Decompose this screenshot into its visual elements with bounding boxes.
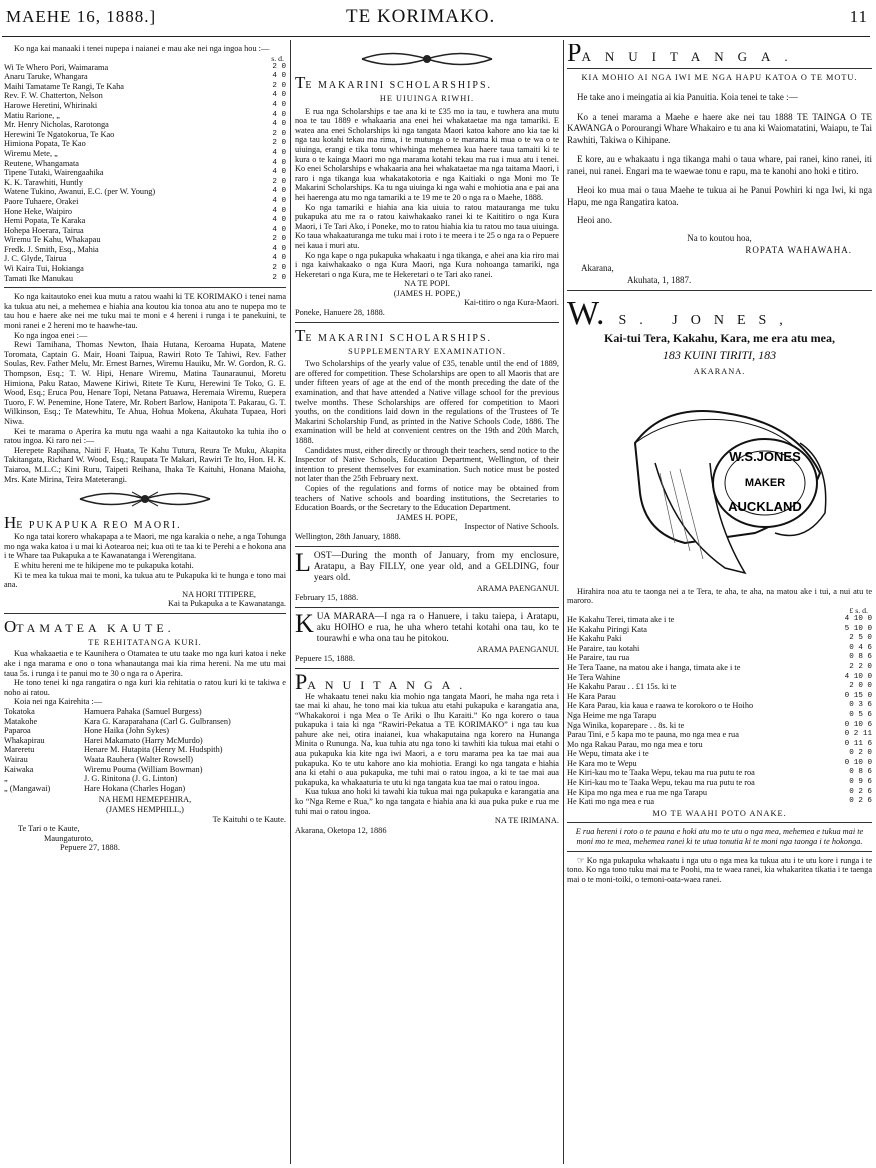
list-item	[567, 663, 872, 673]
divider	[295, 607, 559, 608]
registrar-table	[4, 707, 286, 793]
item-name: Wi Kaira Tui, Hokianga	[4, 264, 84, 274]
registrar: Henare M. Hutapita (Henry M. Hudspith)	[84, 745, 223, 755]
item-name: Paore Tuhaere, Orakei	[4, 196, 79, 206]
item-name: Matiu Rarione, „	[4, 110, 60, 120]
date: Pepuere 27, 1888.	[60, 843, 120, 853]
item-amount: 2 0	[272, 177, 286, 186]
paragraph: Kua tukua ano hoki ki tawahi kia tukua mai nga pukapuka e karangatia ana ko “Nga Reme e Rua,” ko nga tangata e hiahia ana ki aua puka puke e rua me tuhi mai o ratou ingoa.	[295, 787, 559, 816]
item-name: Mr. Henry Nicholas, Rarotonga	[4, 120, 109, 130]
date: Akarana, Oketopa 12, 1886	[295, 825, 387, 835]
list-item	[4, 216, 286, 226]
district: „	[4, 774, 8, 784]
price-note: MO TE WAAHI POTO ANAKE.	[652, 808, 787, 818]
paragraph: Candidates must, either directly or through their teachers, send notice to the Inspector of Native Schools, Education Department, Wellington, of their intention to present themselves for examination. Such notice must be posted not later than the 25th February next.	[295, 445, 559, 484]
item-name: Reutene, Whangamata	[4, 158, 79, 168]
paragraph: He take ano i meingatia ai kia Panuitia. Koia tenei te take :—	[577, 92, 798, 103]
subscriber-list	[4, 63, 286, 284]
list-item	[4, 197, 286, 207]
drop-cap: P	[295, 668, 308, 694]
list-item	[567, 749, 872, 759]
registrar: Kara G. Karaparahana (Carl G. Gulbransen)	[84, 716, 231, 726]
table-row	[4, 774, 286, 784]
list-item	[567, 711, 872, 721]
page-header	[6, 6, 870, 38]
item-name: Nga Winika, koparepare . . 8s. ki te	[567, 720, 685, 730]
item-amount: 2 0	[272, 264, 286, 273]
list-item	[567, 625, 872, 635]
item-name: He Kiri-kau mo te Taaka Wepu, tekau ma rua putu te roa	[567, 778, 755, 788]
date: Wellington, 28th January, 1888.	[295, 531, 401, 541]
table-row	[4, 707, 286, 717]
item-name: Hemi Popata, Te Karaka	[4, 216, 86, 226]
registrar: Hare Hokana (Charles Hogan)	[84, 783, 186, 793]
divider	[567, 290, 872, 291]
list-item	[4, 82, 286, 92]
place: Akarana,	[581, 263, 614, 274]
list-item	[567, 740, 872, 750]
signature: NA HEMI HEMEPEHIRA,	[98, 795, 192, 805]
list-item	[4, 235, 286, 245]
table-row	[4, 726, 286, 736]
item-amount: 2 0	[272, 139, 286, 148]
list-item	[567, 692, 872, 702]
item-name: J. C. Glyde, Tairua	[4, 254, 67, 264]
list-item	[567, 682, 872, 692]
advertiser-city: AKARANA.	[693, 367, 746, 377]
district: Matakohe	[4, 716, 38, 726]
list-item	[4, 120, 286, 130]
item-amount: 0 8 6	[849, 768, 872, 777]
amount-unit: s. d.	[271, 53, 284, 63]
section-subtitle: SUPPLEMENTARY EXAMINATION.	[348, 346, 506, 356]
item-amount: 2 2 0	[849, 662, 872, 671]
issue-date: MAEHE 16, 1888.]	[6, 7, 157, 26]
item-amount: 2 0	[272, 62, 286, 71]
newspaper-title: TE KORIMAKO.	[346, 6, 496, 27]
item-name: Wiremu Te Kahu, Whakapau	[4, 235, 101, 245]
item-amount: 4 0	[272, 187, 286, 196]
item-amount: 4 10 0	[844, 614, 872, 623]
jones-advertisement	[567, 297, 872, 884]
list-item	[4, 254, 286, 264]
section-subtitle: KIA MOHIO AI NGA IWI ME NGA HAPU KATOA O TE MOTU.	[581, 72, 858, 82]
signature-title: Te Kaituhi o te Kaute.	[212, 814, 286, 824]
header-rule	[2, 36, 870, 37]
price-intro: Hirahira noa atu te taonga nei a te Tera, te aha, te aha, na matou ake i tui, a nui atu te maroro.	[567, 586, 872, 606]
item-name: He Paraire, tau kotahi	[567, 643, 640, 653]
paragraph: E whitu hereni me te hikipene mo te pukapuka kotahi.	[14, 560, 194, 570]
signature: (JAMES H. POPE,)	[393, 288, 461, 298]
pukapuka-notice	[4, 514, 286, 609]
item-amount: 2 0	[272, 235, 286, 244]
list-item	[4, 245, 286, 255]
item-amount: 4 0	[272, 216, 286, 225]
paragraph: Ki te mea ka tukua mai te moni, ka tukua atu te Pukapuka ki te hunga e tono mai ana.	[4, 570, 286, 590]
drop-cap: K	[295, 608, 314, 638]
lost-notice	[295, 547, 559, 603]
item-amount: 4 0	[272, 91, 286, 100]
item-amount: 2 5 0	[849, 634, 872, 643]
item-name: He Tera Wahine	[567, 672, 621, 682]
drop-cap: T	[295, 325, 306, 345]
item-amount: 2 0	[272, 129, 286, 138]
list-item	[567, 797, 872, 807]
list-item	[4, 226, 286, 236]
signature: NA TE IRIMANA.	[494, 816, 559, 826]
signature: ARAMA PAENGANUI.	[476, 644, 559, 654]
paragraph: He tono tenei ki nga rangatira o nga kuri kia rehitatia o ratou kuri ki te takiwa e noho ai ratou.	[4, 678, 286, 697]
date: February 15, 1888.	[295, 593, 359, 603]
place: Te Tari o te Kaute,	[18, 824, 80, 834]
item-amount: 4 0	[272, 206, 286, 215]
item-name: He Kakahu Parau . . £1 15s. ki te	[567, 682, 677, 692]
date: Pepuere 15, 1888.	[295, 654, 355, 664]
paragraph: E rua nga Scholarships e tae ana ki te £35 mo ia tau, e tuwhera ana mutu noa te tau 1889 e whakaaria ana enei hei whakataetae ma nga tamariki. E watea ana enei Scholarships ki nga tangata Maori katoa kahore ano kia tae ki nga tau kotahi tekau ma rima, i te mutunga o te marama ki mua o te wa o te uiuinga, erangi e tika tonu whiwhinga mehemea kua haere taua tamaiti ki te kura o te kainga Maori mo nga marama kotahi tekau ma rua i mua atu i tenei. Ko enei Scholarships e whakaaria ana hei whakataetae ma nga taitama Maori, i raro i nga tikanga kua whakatakotoria e nga Kaitiaki o nga Moni mo Te Makarini Scholarships. Ka tu nga uiuinga ki nga wahi e mohiotia ana e pai ana hei haerenga atu mo nga tamariki a te 19 me te 20 o nga ra o Maehe, 1888.	[295, 106, 559, 202]
paragraph: Kua whakaaetia e te Kaunihera o Otamatea te utu taake mo nga kuri katoa i neke ake i nga marama e ono o tona whanautanga mai kia rima hereni. Na me utu mai taua 5s. i runga i te panui mo te 30 o nga ra o Aperira.	[4, 649, 286, 678]
column-3	[567, 44, 872, 1162]
section-title: ANUITANGA.	[581, 49, 802, 64]
divider	[567, 851, 872, 852]
district: Kaiwaka	[4, 764, 34, 774]
pointing-hand-icon: ☞	[577, 855, 587, 865]
list-item	[567, 768, 872, 778]
item-name: He Tera Taane, na matou ake i hanga, timata ake i te	[567, 662, 741, 672]
registrar: Harei Makamato (Harry McMurdo)	[84, 735, 203, 745]
section-title: E PUKAPUKA REO MAORI.	[16, 520, 182, 532]
list-item	[567, 615, 872, 625]
item-amount: 0 10 0	[844, 758, 872, 767]
list-item	[4, 101, 286, 111]
item-name: Fredk. J. Smith, Esq., Mahia	[4, 244, 99, 254]
list-item	[4, 159, 286, 169]
stamp-maker-label: MAKER	[744, 476, 785, 489]
signature-title: Inspector of Native Schools.	[464, 522, 559, 532]
list-item	[4, 111, 286, 121]
list-item	[4, 187, 286, 197]
item-name: Watene Tukino, Awanui, E.C. (per W. Young)	[4, 187, 156, 197]
place: Maungaturoto,	[44, 833, 94, 843]
item-amount: 0 5 6	[849, 710, 872, 719]
paragraph: Copies of the regulations and forms of notice may be obtained from teachers of Native schools and boarding institutions, the Secretaries to Education Boards, or the Secretary to the Education Department.	[295, 483, 559, 513]
signature: Na to koutou hoa,	[687, 233, 752, 244]
item-amount: 4 0	[272, 168, 286, 177]
paragraph	[295, 547, 559, 584]
column-divider	[563, 40, 564, 1164]
list-item	[4, 91, 286, 101]
item-amount: 4 0	[272, 254, 286, 263]
paragraph: Heoi ano.	[577, 215, 612, 226]
list-item	[567, 653, 872, 663]
district: Tokatoka	[4, 707, 35, 717]
item-name: Mo nga Rakau Parau, mo nga mea e toru	[567, 739, 703, 749]
section-subtitle: TE REHITATANGA KURI.	[88, 637, 202, 647]
price-list	[567, 615, 872, 807]
panuitanga-books	[295, 668, 559, 836]
item-amount: 4 0	[272, 244, 286, 253]
item-amount: 0 2 6	[849, 797, 872, 806]
paragraph: E kore, au e whakaatu i nga tikanga mahi o taua whare, pai ranei, kino ranei, iti ranei, nui ranei. Engari ma te waewae tonu e rapu, ma te kanohi ano hoki e titiro.	[567, 154, 872, 176]
drop-cap: L	[295, 547, 311, 577]
signature-title: Kai ta Pukapuka a te Kawanatanga.	[168, 599, 286, 609]
item-name: He Kara Parau	[567, 691, 616, 701]
list-item	[567, 788, 872, 798]
item-name: Rev. F. W. Chatterton, Nelson	[4, 91, 103, 101]
section-title: E MAKARINI SCHOLARSHIPS.	[305, 332, 493, 344]
item-amount: 5 10 0	[844, 624, 872, 633]
item-name: He Paraire, tau rua	[567, 653, 630, 663]
advertiser-trade: Kai-tui Tera, Kakahu, Kara, me era atu mea,	[604, 331, 835, 346]
registrar: Hone Haika (John Sykes)	[84, 726, 170, 736]
paragraph: Heoi ko mua mai o taua Maehe te tukua ai he Panui Powhiri ki nga Iwi, ki nga Hapu, me nga Rangatira katoa.	[567, 185, 872, 207]
item-name: Maihi Tamatame Te Rangi, Te Kaha	[4, 81, 124, 91]
item-amount: 2 0 0	[849, 682, 872, 691]
item-name: Harowe Heretini, Whirinaki	[4, 100, 98, 110]
item-amount: 4 0	[272, 196, 286, 205]
catalogue-note	[567, 856, 872, 885]
item-amount: 0 2 0	[849, 749, 872, 758]
list-item	[4, 72, 286, 82]
signature: (JAMES HEMPHILL,)	[106, 804, 184, 814]
list-item	[567, 701, 872, 711]
item-name: He Kara mo te Wepu	[567, 758, 637, 768]
district: „ (Mangawai)	[4, 783, 51, 793]
district: Whakapirau	[4, 735, 45, 745]
item-amount: 4 0	[272, 100, 286, 109]
item-name: Parau Tini, e 5 kapa mo te pauna, mo nga mea e rua	[567, 730, 739, 740]
item-name: He Kati mo nga mea e rua	[567, 797, 655, 807]
table-row	[4, 755, 286, 765]
drop-cap: H	[4, 513, 17, 533]
item-name: He Kipa mo nga mea e rua me nga Tarapu	[567, 787, 708, 797]
item-name: K. K. Tarawhiti, Huntly	[4, 177, 83, 187]
stamp-maker-name: W.S.JONES	[728, 448, 801, 464]
item-amount: 0 10 6	[844, 720, 872, 729]
saddle-illustration	[567, 383, 872, 583]
registrar: J. G. Rinitona (J. G. Linton)	[84, 774, 178, 784]
drop-cap: W.	[567, 295, 605, 333]
divider	[4, 613, 286, 614]
paragraph: He whakaatu tenei naku kia mohio nga tangata Maori, he maha nga reta i tae mai ki ahau, he tono mai kia tukua atu etahi pukapuka e karangatia ana, “Whakakoroi i nga Mea o Te Ariki o Ihu Karaiti.” Ko nga korero o taua pukapuka i taia ki nga “Rawiri-Pekatua a TE KORIMAKO” i nga tau kua pahure ake nei, otira inaianei, kua whakaputaina nga korero na Hunanga Minita o Rununga. Na, kua tuhia atu nga tono ki tawhiti kia tukua mai etahi o aua pukapuka kia kite nga iwi Maori, a e toru marama pea ka tae mai aua pukapuka. Ko te utu kahore ano kia mohiotia. Erangi ko nga tangata e hiahia ana ki etahi o aua pukapuka, me tuhi mai o ratou ingoa, a ki te tae mai aua pukapuka, ka whakaaturia te utu ki nga tangata kua tae mai o ratou ingoa.	[295, 691, 559, 787]
registrar: Wiremu Pouma (William Bowman)	[84, 764, 203, 774]
signature: ARAMA PAENGANUI.	[476, 583, 559, 593]
paragraph: Ko nga kape o nga pukapuka whakaatu i nga tikanga, e ahei ana kia riro mai i nga kaiwhakaako o nga Kura Maori, nga Kura nohoanga tamariki, nga Hekeretari o nga Kura, me te Hekeretari o te Tari ako ranei.	[295, 250, 559, 279]
ornament-divider	[4, 488, 286, 510]
list-item	[4, 149, 286, 159]
column-divider	[290, 40, 291, 1164]
names-intro: Ko nga ingoa enei :—	[14, 330, 88, 340]
item-amount: 2 0	[272, 81, 286, 90]
table-row	[4, 765, 286, 775]
kua-text: UA MARARA—I nga ra o Hanuere, i taku taiepa, i Aratapu, aku HOIHO e rua, he uha whero tetahi kotahi ona tau, ko te tourawhi e wha ona tau he pitokou.	[316, 611, 559, 644]
stamp-city: AUCKLAND	[727, 498, 802, 514]
item-name: Wi Te Whero Pori, Waimarama	[4, 62, 109, 72]
item-amount: 0 4 6	[849, 643, 872, 652]
item-amount: 4 0	[272, 158, 286, 167]
divider	[567, 822, 872, 823]
item-name: He Kakahu Piringi Kata	[567, 624, 647, 634]
date: Akuhata, 1, 1887.	[627, 275, 692, 286]
divider	[295, 546, 559, 547]
item-amount: 4 0	[272, 225, 286, 234]
item-name: He Kakahu Terei, timata ake i te	[567, 614, 675, 624]
refund-note: E rua hereni i roto o te pauna e hoki atu mo te utu o nga mea, mehemea e tukua mai te moni mo te mea, mehemea ranei ki te utua tonutia ki te moni nga taonga i te hokonga.	[575, 827, 864, 847]
table-row	[4, 717, 286, 727]
list-item	[567, 759, 872, 769]
list-item	[4, 130, 286, 140]
district: Wairau	[4, 755, 28, 764]
item-amount: 0 11 6	[844, 739, 872, 748]
item-amount: 4 0	[272, 120, 286, 129]
paragraph: Ko nga tamariki e hiahia ana kia uiuia to ratou matauranga me tuku pukapuka atu me ra o ratou kaiwhakaako ranei ki te Kaititiro o nga Kura Maori, i Te Tari Ako, i Poneke, mo to ratou hiahia kia tu ratou mo taua uiuinga. Ko taua whakaaturanga me tuku mai i roto i te meera i te 25 o nga ra o Pepuere nei kaua i muri atu.	[295, 202, 559, 250]
table-row	[4, 736, 286, 746]
item-amount: 2 0	[272, 273, 286, 282]
item-amount: 0 15 0	[844, 691, 872, 700]
supplementary-exam	[295, 327, 559, 542]
list-item	[4, 139, 286, 149]
subscribers-intro: Ko nga kai manaaki i tenei nupepa i naianei e mau ake nei nga ingoa hou :—	[14, 44, 270, 53]
kua-marara-notice	[295, 608, 559, 664]
section-subtitle: HE UIUINGA RIWHI.	[379, 94, 475, 103]
divider	[4, 287, 286, 288]
signature-title: Kai-titiro o nga Kura-Maori.	[464, 298, 559, 308]
april-notice: Kei te marama o Aperira ka mutu nga waahi a nga Kaitautoko ka tuhia iho o ratou ingoa. Ki raro nei :—	[4, 426, 286, 446]
item-name: He Kiri-kau mo te Taaka Wepu, tekau ma rua putu te roa	[567, 768, 755, 778]
item-name: Nga Heime me nga Tarapu	[567, 710, 657, 720]
item-amount: 4 0	[272, 148, 286, 157]
item-name: Tamati Ike Manukau	[4, 273, 73, 283]
expired-notice: Ko nga kaitautoko enei kua mutu a ratou waahi ki TE KORIMAKO i tenei nama ka tukua atu nei, a mehemea e hiahia ana koutou kia tonoa atu ano te nupepa mo te tau hou e haere ake nei me tuku mai te moni e 4 hereni i runga i te panekuini, te moni ranei e 2 hereni mo te haawhe-tau.	[4, 292, 286, 331]
divider	[295, 668, 559, 669]
list-item	[567, 644, 872, 654]
kaute-notice	[4, 618, 286, 853]
table-row	[4, 784, 286, 794]
section-title: ANUITANGA.	[307, 677, 472, 692]
paragraph: Two Scholarships of the yearly value of £35, tenable until the end of 1889, are offered for competition. These Scholarships are open to all Maoris that are under fifteen years of age at the end of the month preceding the date of the examination, and that have attended a Native village school for the previous twelve months. These Scholarships are offered for competition to Maori youths, on the conditions laid down in the regulations of the Trustees of Te Makarini Scholarship Fund, as printed in the Native Schools Code, 1886. The examination will be held at convenient centres on the 19th and 20th March, 1888.	[295, 359, 559, 445]
item-name: Wiremu Mete, „	[4, 148, 58, 158]
list-item	[567, 673, 872, 683]
signature: NA HORI TITIPERE,	[182, 589, 256, 599]
item-name: Anaru Taruke, Whangara	[4, 72, 88, 82]
item-amount: 0 3 6	[849, 701, 872, 710]
paragraph: Koia nei nga Kairehita :—	[14, 697, 103, 707]
district: Mareretu	[4, 745, 35, 755]
advertiser-name: S. JONES,	[618, 313, 796, 329]
paragraph	[295, 608, 559, 645]
item-amount: 4 10 0	[844, 672, 872, 681]
signature: ROPATA WAHAWAHA.	[745, 245, 852, 256]
list-item	[4, 207, 286, 217]
item-name: He Kara Parau, kia kaua e raawa te korokoro o te Hoiho	[567, 701, 754, 711]
signature: JAMES H. POPE,	[396, 512, 458, 522]
column-2	[295, 44, 559, 1162]
item-name: He Wepu, timata ake i te	[567, 749, 649, 759]
price-unit: £ s. d.	[849, 605, 868, 615]
drop-cap: T	[295, 73, 306, 92]
april-names: Herepete Rapihana, Naiti F. Huata, Te Kahu Tutura, Reura Te Muku, Akapita Takitangata, Richard W. Wood, Esq.; Raupata Te Makari, Rawiri Te Ito, Hon. H. K. Taiaroa, M.L.C.; Kini Ruru, Taipeti Reihana, Ihaka Te Kaituhi, Honana Maioha, Mrs. Kate Mirina, Teira Mateterangi.	[4, 445, 286, 484]
drop-cap: O	[4, 616, 17, 636]
item-name: He Kakahu Paki	[567, 634, 622, 644]
list-item	[567, 778, 872, 788]
column-1	[4, 44, 286, 1162]
list-item	[4, 63, 286, 73]
divider	[567, 68, 872, 69]
registrar: Waata Rauhera (Walter Rowsell)	[84, 755, 194, 764]
list-item	[4, 274, 286, 284]
item-name: Herewini Te Ngatokorua, Te Kao	[4, 129, 115, 139]
district: Paparoa	[4, 726, 31, 736]
drop-cap: P	[567, 44, 582, 67]
item-amount: 0 9 6	[849, 778, 872, 787]
item-name: Himiona Popata, Te Kao	[4, 139, 86, 149]
section-title: E MAKARINI SCHOLARSHIPS.	[305, 80, 493, 91]
list-item	[4, 178, 286, 188]
catalogue-text: Ko nga pukapuka whakaatu i nga utu o nga mea ka tukua atu i te utu kore i runga i te tono. Ko nga tono tuku mai ma te Poohi, ma te waea ranei, kia whakaritea tikatia i te taenga mai o te moni-toiki, o temoni-oata-waea ranei.	[567, 855, 872, 884]
page-number: 11	[849, 7, 868, 26]
date: Poneke, Hanuere 28, 1888.	[295, 308, 385, 318]
ornament-divider	[295, 48, 559, 70]
panuitanga-porourangi	[567, 44, 872, 286]
expired-names: Rewi Tamihana, Thomas Newton, Ihaia Hutana, Keroama Hupata, Matene Toromata, Captain G. Mair, Hoani Taipua, Rawiri Roto Te Tahiwi, Rev. Father Soulas, Rev. Father Melu, Mr. Ernest Barnes, Wiremu Hauiku, Mr. W. Gordon, R. G. Thompson, Esq.; T. W. Hipi, Henare Wiremu, Matina Taunaraunui, Moretu Himiona, Paku Ratao, Mawene Kiriwi, Ritete Te Kuru, Herewini Te Toko, G. E. Wood, Esq.; Eruca Pou, Henare Topi, Netana Patuawa, Heremaia Wiremu, Ruepera Tuoro, F. W. Penemine, Hone Tatere, Mr. Robert Barlow, Hanipota T. Pakarau, G. T. Wilkinson, Esq.; Te Matewhitu, Te Ahua, Hohua Mokena, Akuhata Tupaea, Hori Niwa.	[4, 340, 286, 426]
registrar: Hamuera Pahaka (Samuel Burgess)	[84, 707, 202, 717]
section-title: TAMATEA KAUTE.	[16, 620, 175, 635]
item-amount: 0 8 6	[849, 653, 872, 662]
paragraph: Ko nga tatai korero whakapapa a te Maori, me nga karakia o nehe, a nga Tohunga mo nga waka katoa i u mai ki Aotearoa nei; kua oti te taa ki te Perehi a e hokona ana i te Whare taa Pukapuka a te Kawanatanga i Werengitana.	[4, 532, 286, 561]
item-name: Tipene Tutaki, Wairengaahika	[4, 168, 104, 178]
item-amount: 4 0	[272, 110, 286, 119]
divider	[295, 322, 559, 323]
advertiser-address: 183 KUINI TIRITI, 183	[662, 348, 777, 363]
list-item	[4, 168, 286, 178]
list-item	[567, 634, 872, 644]
lost-text: OST—During the month of January, from my enclosure, Aratapu, a Bay FILLY, one year old, and a GELDING, four years old.	[313, 550, 559, 583]
table-row	[4, 745, 286, 755]
signature: NA TE POPI.	[404, 279, 450, 289]
list-item	[567, 730, 872, 740]
item-name: Hohepa Hoerara, Tairua	[4, 225, 84, 235]
makarini-scholarships	[295, 74, 559, 318]
item-amount: 0 2 11	[844, 730, 872, 739]
list-item	[567, 721, 872, 731]
item-amount: 0 2 6	[849, 787, 872, 796]
list-item	[4, 264, 286, 274]
item-amount: 4 0	[272, 72, 286, 81]
paragraph: Ko a tenei marama a Maehe e haere ake nei tau 1888 TE TAINGA O TE KAWANGA o Porourangi Whare Whakairo e tu ana ki Waiomatatini, Waiapu, te Tai Rawhiti, Takiwa o Kihipane.	[567, 111, 872, 145]
item-name: Hone Heke, Waipiro	[4, 206, 73, 216]
